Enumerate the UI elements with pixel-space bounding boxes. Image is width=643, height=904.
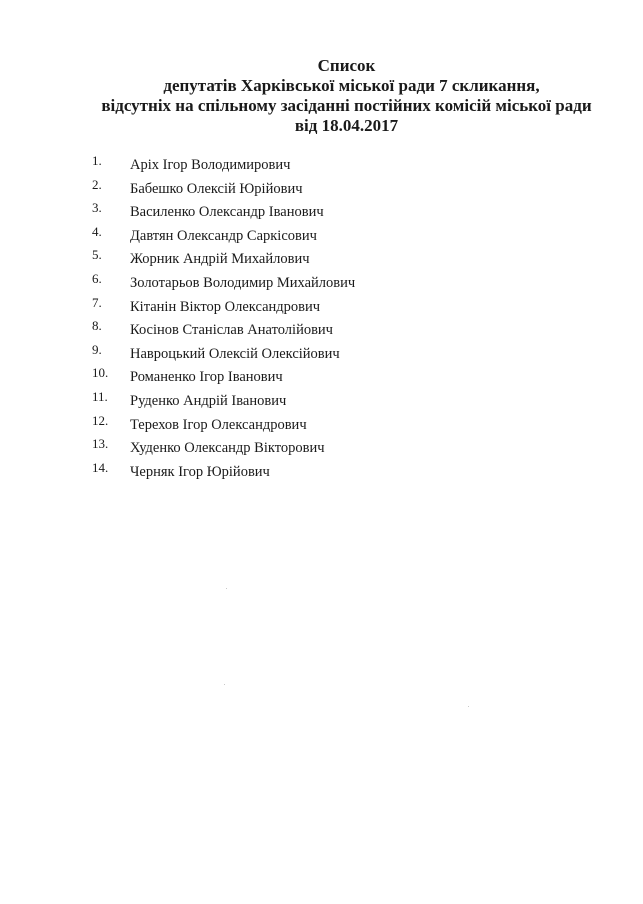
item-number: 12.	[92, 412, 109, 428]
deputy-name: Бабешко Олексій Юрійович	[130, 180, 303, 197]
scan-speck	[224, 684, 225, 685]
deputy-name: Черняк Ігор Юрійович	[130, 463, 270, 480]
item-number: 7.	[92, 294, 102, 310]
item-number: 9.	[92, 341, 102, 357]
document-title: Список	[317, 56, 376, 75]
item-number: 5.	[92, 247, 102, 263]
deputy-name: Романенко Ігор Іванович	[130, 369, 283, 386]
deputy-name: Золотарьов Володимир Михайлович	[130, 274, 356, 291]
deputy-name: Худенко Олександр Вікторович	[130, 440, 325, 457]
subtitle-line-3: від 18.04.2017	[294, 116, 399, 135]
deputy-name: Руденко Андрій Іванович	[130, 392, 287, 409]
deputy-name: Навроцький Олексій Олексійович	[130, 345, 340, 362]
item-number: 1.	[92, 153, 102, 168]
scan-speck	[468, 706, 469, 707]
item-number: 8.	[92, 318, 102, 334]
deputy-name: Терехов Ігор Олександрович	[130, 416, 307, 433]
subtitle-line-1: депутатів Харківської міської ради 7 скликання,	[163, 76, 540, 95]
item-number: 2.	[92, 176, 102, 192]
deputy-name: Косінов Станіслав Анатолійович	[130, 322, 333, 339]
deputy-name: Аріх Ігор Володимирович	[130, 157, 291, 173]
deputy-name: Жорник Андрій Михайлович	[130, 251, 310, 268]
subtitle-line-2: відсутніх на спільному засіданні постійних комісій міської ради	[101, 96, 592, 115]
item-number: 11.	[92, 388, 108, 404]
deputy-name: Давтян Олександр Саркісович	[130, 227, 317, 244]
item-number: 4.	[92, 223, 102, 239]
item-number: 6.	[92, 270, 102, 286]
item-number: 13.	[92, 436, 109, 452]
deputy-name: Василенко Олександр Іванович	[130, 204, 324, 221]
scan-speck	[226, 588, 227, 589]
deputy-name: Кітанін Віктор Олександрович	[130, 298, 321, 315]
item-number: 14.	[92, 459, 109, 475]
document-header	[0, 56, 643, 136]
item-number: 3.	[92, 200, 102, 216]
item-number: 10.	[92, 365, 109, 381]
